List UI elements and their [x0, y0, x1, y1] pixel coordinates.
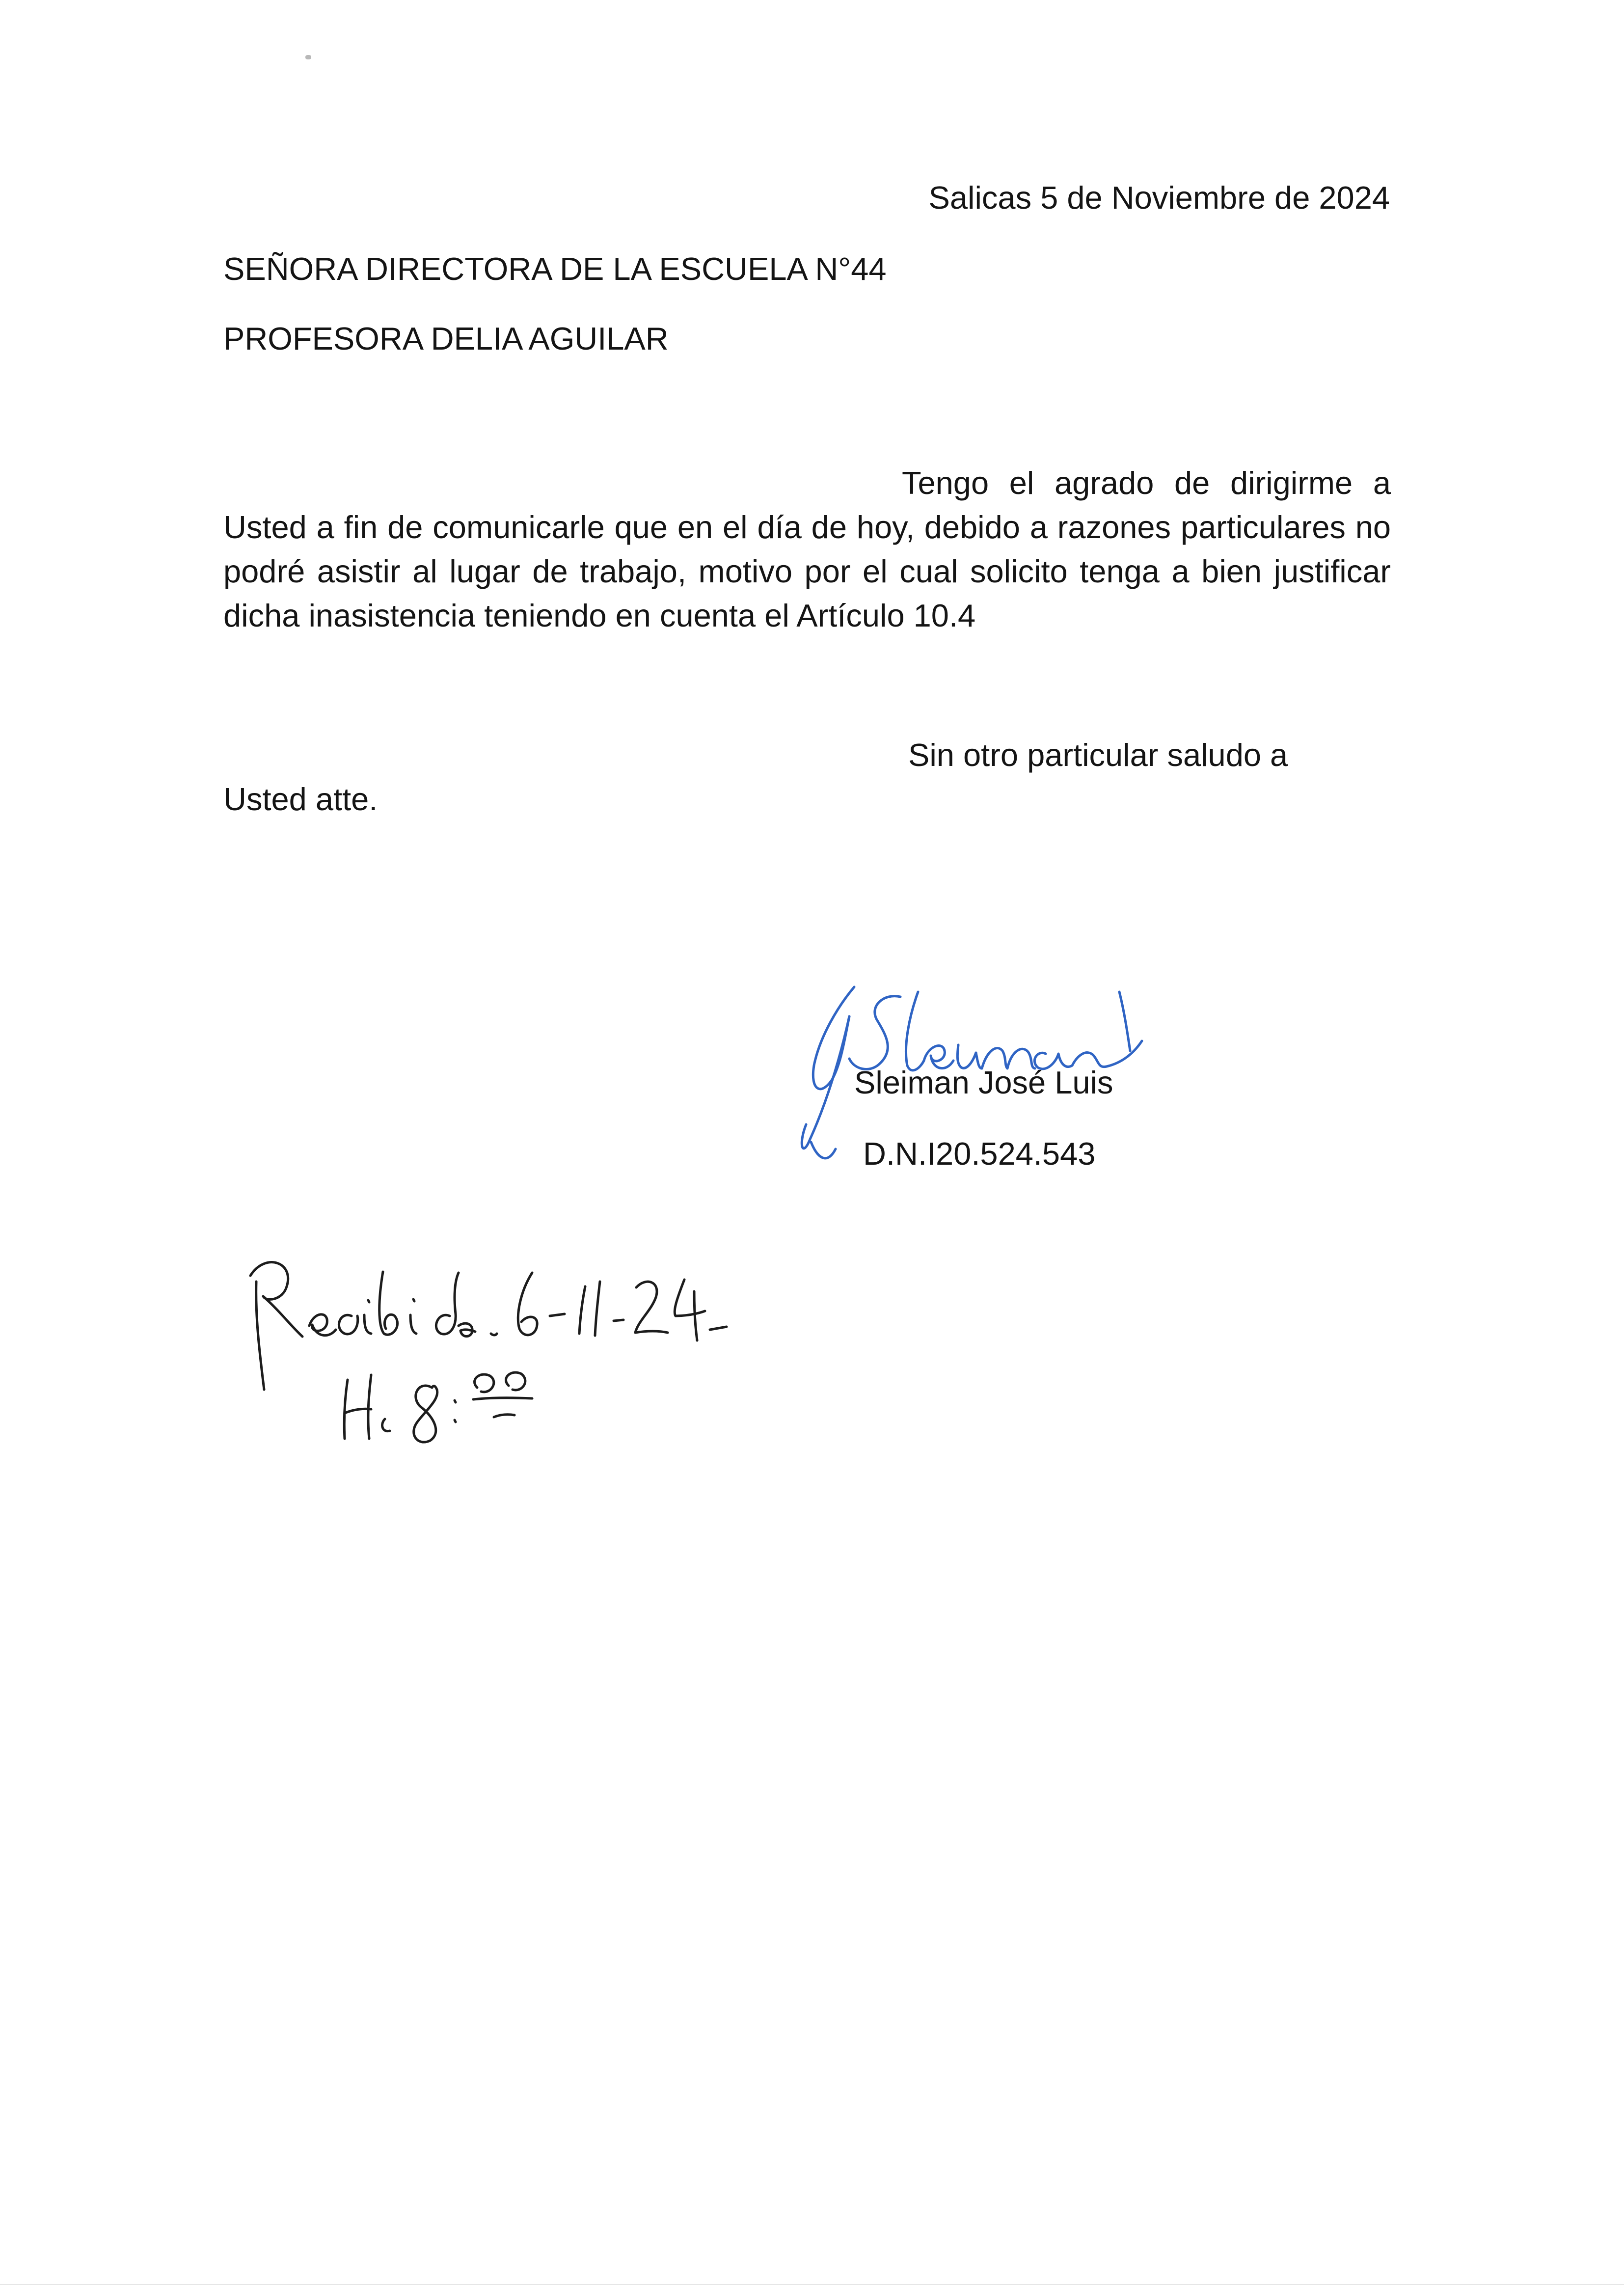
- body-paragraph: Tengo el agrado de dirigirme a Usted a fin de comunicarle que en el día de hoy, debido a razones particulares no podré asistir al lugar de trabajo, motivo por el cual solicito tenga a bien justificar dicha inasistencia teniendo en cuenta el Artículo 10.4: [223, 465, 1391, 633]
- signer-id: D.N.I20.524.543: [863, 1136, 1096, 1172]
- closing-line-2: Usted atte.: [223, 781, 378, 817]
- recipient-line-1: SEÑORA DIRECTORA DE LA ESCUELA N°44: [223, 251, 887, 287]
- scan-speck: [305, 55, 311, 59]
- closing-line-1: Sin otro particular saludo a: [908, 737, 1288, 773]
- date-line: Salicas 5 de Noviembre de 2024: [928, 180, 1390, 216]
- received-note-strokes: [250, 1262, 727, 1442]
- scan-edge-rule: [0, 2284, 1624, 2285]
- signer-name: Sleiman José Luis: [854, 1065, 1113, 1100]
- recipient-line-2: PROFESORA DELIA AGUILAR: [223, 321, 669, 356]
- received-note-image: [236, 1242, 751, 1458]
